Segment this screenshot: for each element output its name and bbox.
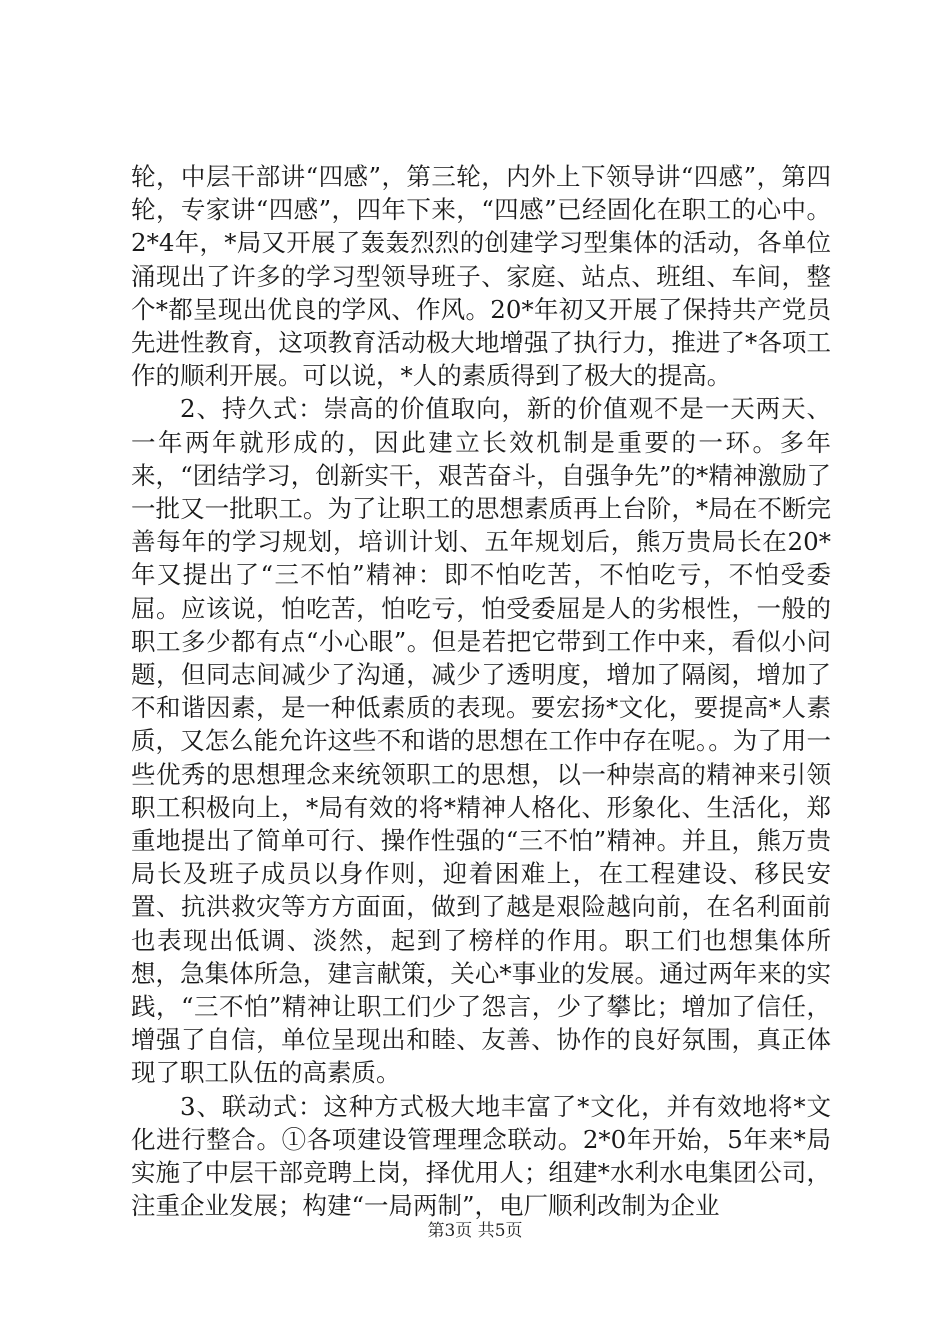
body-text <box>131 160 831 1223</box>
page-footer: 第3页 共5页 <box>427 1221 523 1241</box>
paragraph-3: 3、联动式：这种方式极大地丰富了*文化，并有效地将*文化进行整合。①各项建设管理理念联动。2*0年开始，5年来*局实施了中层干部竞聘上岗，择优用人；组建*水利水电集团公司，注重企业发展；构建“一局两制”，电厂顺利改制为企业 <box>131 1091 831 1221</box>
paragraph-2: 2、持久式：崇高的价值取向，新的价值观不是一天两天、一年两年就形成的，因此建立长效机制是重要的一环。多年来，“团结学习，创新实干，艰苦奋斗，自强争先”的*精神激励了一批又一批职工。为了让职工的思想素质再上台阶，*局在不断完善每年的学习规划，培训计划、五年规划后，熊万贵局长在20*年又提出了“三不怕”精神：即不怕吃苦，不怕吃亏，不怕受委屈。应该说，怕吃苦，怕吃亏，怕受委屈是人的劣根性，一般的职工多少都有点“小心眼”。但是若把它带到工作中来，看似小问题，但同志间减少了沟通，减少了透明度，增加了隔阂，增加了不和谐因素，是一种低素质的表现。要宏扬*文化，要提高*人素质，又怎么能允许这些不和谐的思想在工作中存在呢。。为了用一些优秀的思想理念来统领职工的思想，以一种崇高的精神来引领职工积极向上，*局有效的将*精神人格化、形象化、生活化，郑重地提出了简单可行、操作性强的“三不怕”精神。并且，熊万贵局长及班子成员以身作则，迎着困难上，在工程建设、移民安置、抗洪救灾等方方面面，做到了越是艰险越向前，在名利面前也表现出低调、淡然，起到了榜样的作用。职工们也想集体所想，急集体所急，建言献策，关心*事业的发展。通过两年来的实践，“三不怕”精神让职工们少了怨言，少了攀比；增加了信任，增强了自信，单位呈现出和睦、友善、协作的良好氛围，真正体现了职工队伍的高素质。 <box>131 394 831 1088</box>
paragraph-1: 轮，中层干部讲“四感”，第三轮，内外上下领导讲“四感”，第四轮，专家讲“四感”，四年下来，“四感”已经固化在职工的心中。2*4年，*局又开展了轰轰烈烈的创建学习型集体的活动，各单位涌现出了许多的学习型领导班子、家庭、站点、班组、车间，整个*都呈现出优良的学风、作风。20*年初又开展了保持共产党员先进性教育，这项教育活动极大地增强了执行力，推进了*各项工作的顺利开展。可以说，*人的素质得到了极大的提高。 <box>131 162 831 391</box>
